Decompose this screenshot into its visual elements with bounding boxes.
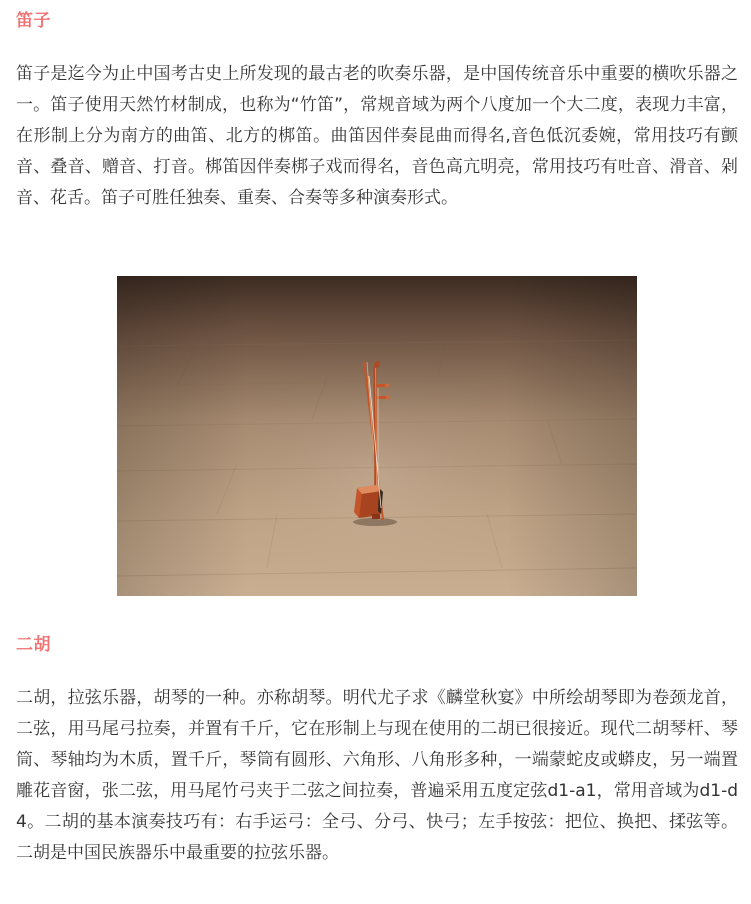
section-title-dizi: 笛子 — [16, 11, 51, 31]
paragraph-dizi: 笛子是迄今为止中国考古史上所发现的最古老的吹奏乐器，是中国传统音乐中重要的横吹乐器之一。笛子使用天然竹材制成，也称为“竹笛”，常规音域为两个八度加一个大二度，表现力丰富，在形制上分为南方的曲笛、北方的梆笛。曲笛因伴奏昆曲而得名,音色低沉委婉，常用技巧有颤音、叠音、赠音、打音。梆笛因伴奏梆子戏而得名，音色高亢明亮，常用技巧有吐音、滑音、剁音、花舌。笛子可胜任独奏、重奏、合奏等多种演奏形式。 — [16, 64, 738, 208]
paragraph-erhu: 二胡，拉弦乐器，胡琴的一种。亦称胡琴。明代尤子求《麟堂秋宴》中所绘胡琴即为卷颈龙首，二弦，用马尾弓拉奏，并置有千斤，它在形制上与现在使用的二胡已很接近。现代二胡琴杆、琴筒、琴轴均为木质，置千斤，琴筒有圆形、六角形、八角形多种，一端蒙蛇皮或蟒皮，另一端置雕花音窗，张二弦，用马尾竹弓夹于二弦之间拉奏，普遍采用五度定弦d1-a1，常用音域为d1-d4。二胡的基本演奏技巧有：右手运弓：全弓、分弓、快弓；左手按弦：把位、换把、揉弦等。二胡是中国民族器乐中最重要的拉弦乐器。 — [16, 688, 738, 863]
section-title-erhu: 二胡 — [16, 635, 51, 655]
erhu-photo — [117, 276, 637, 596]
